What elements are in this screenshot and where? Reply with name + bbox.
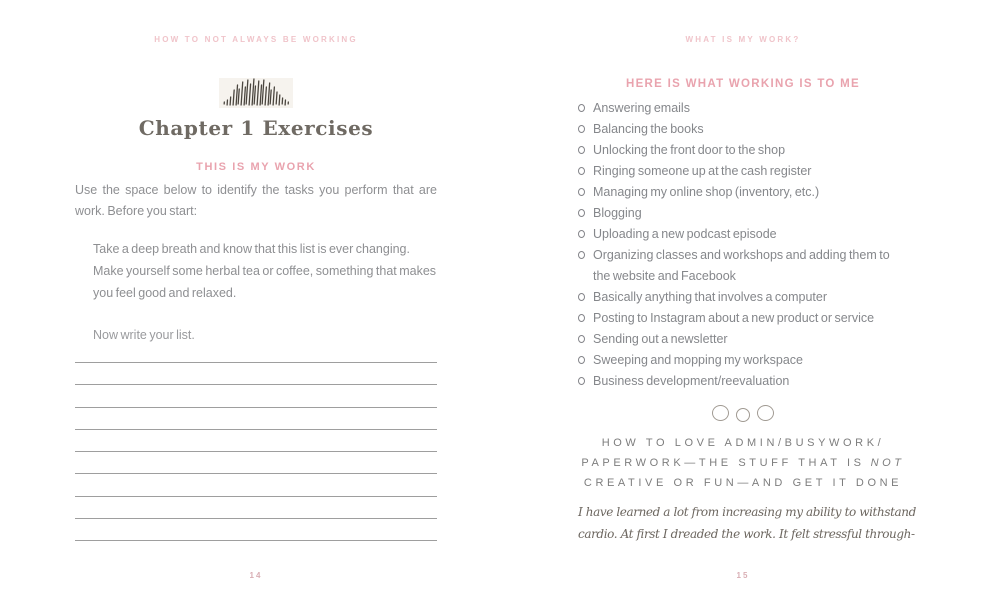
list-item-label: Balancing the books bbox=[593, 122, 704, 136]
list-item bbox=[578, 182, 908, 203]
write-list-prompt: Now write your list. bbox=[93, 328, 195, 342]
ruled-line bbox=[75, 363, 437, 385]
ruled-line bbox=[75, 385, 437, 407]
ruled-line bbox=[75, 408, 437, 430]
list-item bbox=[578, 98, 908, 119]
section-heading-what-working-is: HERE IS WHAT WORKING IS TO ME bbox=[625, 78, 861, 90]
scribble-mound-icon bbox=[219, 78, 293, 108]
chapter-title: Chapter 1 Exercises bbox=[138, 116, 374, 140]
working-tasks-list bbox=[578, 98, 908, 392]
list-item-label: Organizing classes and workshops and adding them to the website and Facebook bbox=[593, 248, 890, 283]
tip-item: Take a deep breath and know that this list is ever changing. bbox=[93, 242, 410, 256]
circle-icon bbox=[712, 405, 729, 421]
page-number-right: 15 bbox=[736, 571, 750, 580]
ring-bullet-icon bbox=[578, 335, 585, 343]
writing-lines-area bbox=[75, 346, 437, 541]
running-head-right: WHAT IS MY WORK? bbox=[685, 35, 801, 44]
list-item bbox=[578, 224, 908, 245]
ring-bullet-icon bbox=[578, 377, 585, 385]
ruled-line bbox=[75, 346, 437, 363]
ring-bullet-icon bbox=[578, 251, 585, 259]
scribble-mound-illustration bbox=[219, 78, 293, 108]
circle-icon bbox=[757, 405, 774, 421]
ruled-line bbox=[75, 474, 437, 496]
list-item bbox=[578, 245, 908, 287]
list-item-label: Blogging bbox=[593, 206, 642, 220]
ruled-line bbox=[75, 452, 437, 474]
list-item-label: Unlocking the front door to the shop bbox=[593, 143, 786, 157]
ring-bullet-icon bbox=[578, 104, 585, 112]
three-circles-divider bbox=[578, 404, 908, 422]
ruled-line bbox=[75, 497, 437, 519]
list-item-label: Sweeping and mopping my workspace bbox=[593, 353, 804, 367]
tip-item: Make yourself some herbal tea or coffee, something that makes you feel good and relaxed. bbox=[93, 264, 437, 300]
next-section-subheading bbox=[578, 433, 908, 493]
page-right bbox=[500, 0, 1000, 608]
list-item-label: Uploading a new podcast episode bbox=[593, 227, 777, 241]
page-number-left: 14 bbox=[249, 571, 263, 580]
italic-quote bbox=[578, 502, 916, 545]
intro-paragraph: Use the space below to identify the tasks you perform that are work. Before you start: bbox=[75, 183, 437, 218]
ruled-line bbox=[75, 430, 437, 452]
ring-bullet-icon bbox=[578, 314, 585, 322]
ring-bullet-icon bbox=[578, 230, 585, 238]
quote-line: I have learned a lot from increasing my ability to withstand bbox=[578, 505, 916, 519]
section-heading-this-is-my-work: THIS IS MY WORK bbox=[196, 161, 316, 173]
list-item bbox=[578, 161, 908, 182]
subheading-line: CREATIVE OR FUN—AND GET IT DONE bbox=[583, 477, 903, 489]
list-item-label: Basically anything that involves a computer bbox=[593, 290, 828, 304]
list-item bbox=[578, 329, 908, 350]
list-item bbox=[578, 308, 908, 329]
subheading-line: HOW TO LOVE ADMIN/BUSYWORK/ bbox=[601, 437, 885, 449]
circle-icon bbox=[736, 408, 750, 422]
subheading-line: PAPERWORK—THE STUFF THAT IS NOT bbox=[581, 457, 905, 469]
preparation-tips bbox=[93, 238, 437, 304]
ring-bullet-icon bbox=[578, 293, 585, 301]
ring-bullet-icon bbox=[578, 356, 585, 364]
list-item bbox=[578, 203, 908, 224]
ring-bullet-icon bbox=[578, 209, 585, 217]
ring-bullet-icon bbox=[578, 125, 585, 133]
list-item bbox=[578, 350, 908, 371]
list-item-label: Answering emails bbox=[593, 101, 690, 115]
ring-bullet-icon bbox=[578, 188, 585, 196]
ring-bullet-icon bbox=[578, 146, 585, 154]
list-item-label: Business development/reevaluation bbox=[593, 374, 790, 388]
running-head-left: HOW TO NOT ALWAYS BE WORKING bbox=[154, 35, 358, 44]
ring-bullet-icon bbox=[578, 167, 585, 175]
list-item bbox=[578, 119, 908, 140]
list-item bbox=[578, 287, 908, 308]
quote-line: cardio. At first I dreaded the work. It felt stressful through- bbox=[578, 526, 915, 541]
list-item-label: Managing my online shop (inventory, etc.) bbox=[593, 185, 820, 199]
list-item bbox=[578, 371, 908, 392]
list-item-label: Posting to Instagram about a new product or service bbox=[593, 311, 875, 325]
ruled-line bbox=[75, 519, 437, 541]
list-item bbox=[578, 140, 908, 161]
italic-emphasis: NOT bbox=[870, 457, 905, 469]
list-item-label: Sending out a newsletter bbox=[593, 332, 728, 346]
list-item-label: Ringing someone up at the cash register bbox=[593, 164, 812, 178]
